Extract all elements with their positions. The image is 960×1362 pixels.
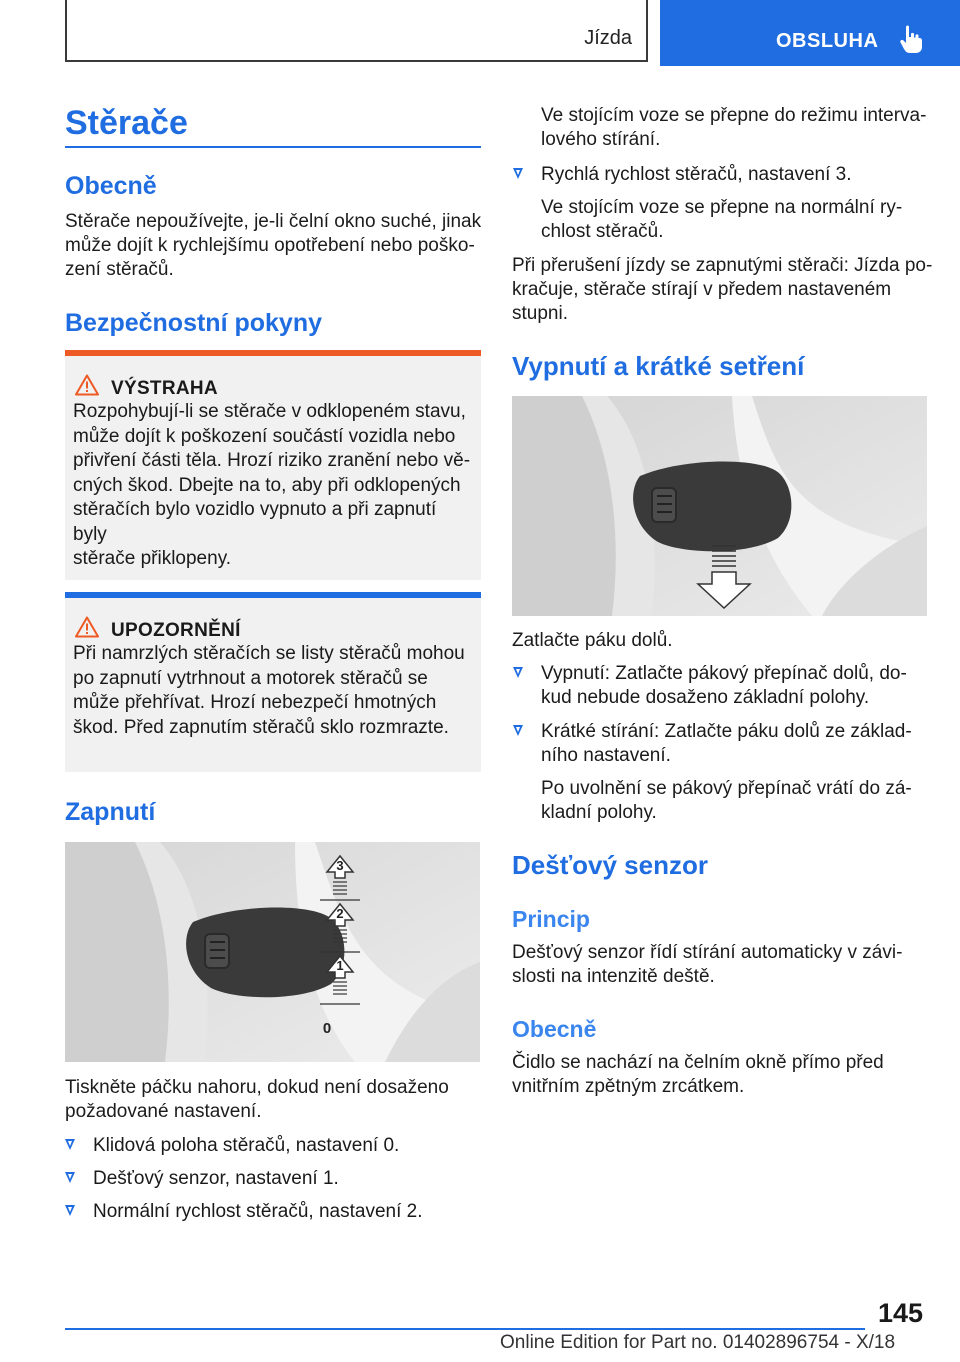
- header-section-title: Jízda: [584, 27, 632, 49]
- warning-triangle-icon: [75, 374, 99, 396]
- sensor-location-paragraph: Čidlo se nachází na čelním okně přímo před vnitřním zpětným zrcátkem.: [512, 1052, 884, 1097]
- heading-safety: Bezpečnostní pokyny: [65, 309, 322, 337]
- list-item: Vypnutí: Zatlačte pákový přepínač dolů, do- kud nebude dosaženo základní polohy.: [541, 662, 907, 710]
- notice-box: [65, 592, 481, 772]
- interruption-paragraph: Při přerušení jízdy se zapnutými stěrači: Jízda po- kračuje, stěrače stírají v předem nastaveném stupni.: [512, 255, 933, 324]
- hand-pointer-icon: [898, 24, 924, 54]
- notice-triangle-icon: [75, 616, 99, 638]
- footer-rule: [65, 1328, 865, 1330]
- warning-box: [65, 350, 481, 580]
- heading-rain-sensor: Dešťový senzor: [512, 850, 708, 880]
- notice-text: Při namrzlých stěračích se listy stěračů mohou po zapnutí vytrhnout a motorek stěračů se může přehřívat. Hrozí nebezpečí hmotných škod. Před zapnutím stěračů sklo rozmrazte.: [73, 643, 465, 738]
- footer-edition: Online Edition for Part no. 01402896754 - X/18: [500, 1332, 896, 1353]
- heading-general: Obecně: [65, 172, 157, 200]
- list-item: Rychlá rychlost stěračů, nastavení 3.: [541, 163, 851, 187]
- list-item: Krátké stírání: Zatlačte páku dolů ze základ- ního nastavení.: [541, 720, 912, 768]
- bullet-triangle-icon: [513, 168, 523, 179]
- heading-general-rain: Obecně: [512, 1016, 597, 1042]
- fast-speed-note: Ve stojícím voze se přepne na normální ry- chlost stěračů.: [541, 197, 903, 242]
- interval-note: Ve stojícím voze se přepne do režimu interva- lového stírání.: [541, 105, 927, 150]
- notice-title: UPOZORNĚNÍ: [111, 620, 241, 641]
- bullet-triangle-icon: [65, 1139, 75, 1150]
- wiper-lever-down-figure: [512, 396, 927, 616]
- heading-principle: Princip: [512, 906, 590, 932]
- switch-on-intro: Tiskněte páčku nahoru, dokud není dosaženo požadované nastavení.: [65, 1077, 449, 1122]
- bullet-triangle-icon: [513, 725, 523, 736]
- general-paragraph: Stěrače nepoužívejte, je-li čelní okno suché, jinak může dojít k rychlejšímu opotřebení nebo poško- zení stěračů.: [65, 211, 482, 280]
- figure-label-1: 1: [336, 958, 344, 973]
- heading-switch-off: Vypnutí a krátké setření: [512, 351, 805, 381]
- notice-bar: [65, 592, 481, 598]
- list-item: Klidová poloha stěračů, nastavení 0.: [93, 1134, 399, 1158]
- list-item: Dešťový senzor, nastavení 1.: [93, 1167, 339, 1191]
- header-section-box: [65, 0, 648, 62]
- list-item: Normální rychlost stěračů, nastavení 2.: [93, 1200, 422, 1224]
- wiper-lever-up-figure: [65, 842, 480, 1062]
- figure-label-0: 0: [322, 1020, 332, 1037]
- warning-title: VÝSTRAHA: [111, 378, 218, 399]
- page-number: 145: [877, 1298, 923, 1328]
- title-rule: [65, 146, 481, 148]
- header-tab-label: OBSLUHA: [776, 30, 879, 52]
- principle-paragraph: Dešťový senzor řídí stírání automaticky v závi- slosti na intenzitě deště.: [512, 942, 903, 987]
- release-note: Po uvolnění se pákový přepínač vrátí do zá- kladní polohy.: [541, 778, 912, 823]
- bullet-triangle-icon: [513, 667, 523, 678]
- heading-switch-on: Zapnutí: [65, 798, 156, 826]
- warning-bar: [65, 350, 481, 356]
- figure-label-3: 3: [336, 858, 344, 873]
- figure-label-2: 2: [336, 906, 344, 921]
- page-title: Stěrače: [65, 104, 188, 142]
- bullet-triangle-icon: [65, 1172, 75, 1183]
- header-tab-obsluha[interactable]: [660, 0, 960, 66]
- bullet-triangle-icon: [65, 1205, 75, 1216]
- warning-text: Rozpohybují-li se stěrače v odklopeném stavu, může dojít k poškození součástí vozidla nebo přivření části těla. Hrozí riziko zranění nebo vě- cných škod. Dbejte na to, aby při odklopených stěračích bylo vozidlo vypnuto a při zapnutí byly stěrače přiklopeny.: [73, 401, 471, 569]
- switch-off-intro: Zatlačte páku dolů.: [512, 630, 673, 651]
